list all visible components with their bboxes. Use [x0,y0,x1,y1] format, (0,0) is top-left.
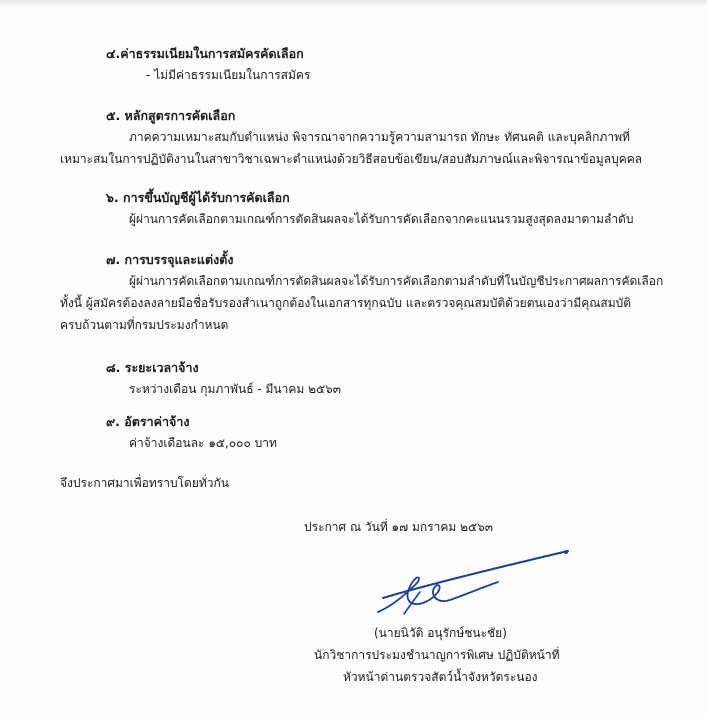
section-5-text-line1: ภาคความเหมาะสมกับตำแหน่ง พิจารณาจากความรู้ความสามารถ ทักษะ ทัศนคติ และบุคลิกภาพที่ [129,130,630,144]
signatory-name: (นายนิวัติ อนุรักษ์ชนะชัย) [374,626,507,640]
section-9-text: ค่าจ้างเดือนละ ๑๕,๐๐๐ บาท [129,436,277,450]
section-5-text-line2: เหมาะสมในการปฏิบัติงานในสาขาวิชาเฉพาะตำแหน่งด้วยวิธีสอบข้อเขียน/สอบสัมภาษณ์และพิจารณาข้อมูลบุคคล [60,152,643,166]
section-4-text: - ไม่มีค่าธรรมเนียมในการสมัคร [146,68,311,82]
section-7-text-line1: ผู้ผ่านการคัดเลือกตามเกณฑ์การตัดสินผลจะได้รับการคัดเลือกตามลำดับที่ในบัญชีประกาศผลการคัดเลือก [129,274,664,288]
announcement-date: ประกาศ ณ วันที่ ๑๗ มกราคม ๒๕๖๓ [304,520,493,534]
section-6-text: ผู้ผ่านการคัดเลือกตามเกณฑ์การตัดสินผลจะได้รับการคัดเลือกจากคะแนนรวมสูงสุดลงมาตามลำดับ [129,212,634,226]
signatory-position-line2: หัวหน้าด่านตรวจสัตว์น้ำจังหวัดระนอง [343,670,538,684]
section-6-heading: ๖. การขึ้นบัญชีผู้ได้รับการคัดเลือก [106,190,290,205]
section-9-heading: ๙. อัตราค่าจ้าง [106,414,190,429]
section-7-text-line3: ครบถ้วนตามที่กรมประมงกำหนด [60,318,229,332]
signatory-position-line1: นักวิชาการประมงชำนาญการพิเศษ ปฏิบัติหน้าที่ [314,648,560,662]
section-7-heading: ๗. การบรรจุและแต่งตั้ง [106,252,234,267]
section-8-heading: ๘. ระยะเวลาจ้าง [106,360,199,375]
closing-text: จึงประกาศมาเพื่อทราบโดยทั่วกัน [60,476,229,490]
section-4-heading: ๔.ค่าธรรมเนียมในการสมัครคัดเลือก [106,46,304,61]
section-5-heading: ๕. หลักสูตรการคัดเลือก [106,108,236,123]
section-8-text: ระหว่างเดือน กุมภาพันธ์ - มีนาคม ๒๕๖๓ [129,382,341,396]
section-7-text-line2: ทั้งนี้ ผู้สมัครต้องลงลายมือชื่อรับรองสำเนาถูกต้องในเอกสารทุกฉบับ และตรวจคุณสมบัติด้วยตนเองว่ามีคุณสมบัติ [60,296,632,310]
